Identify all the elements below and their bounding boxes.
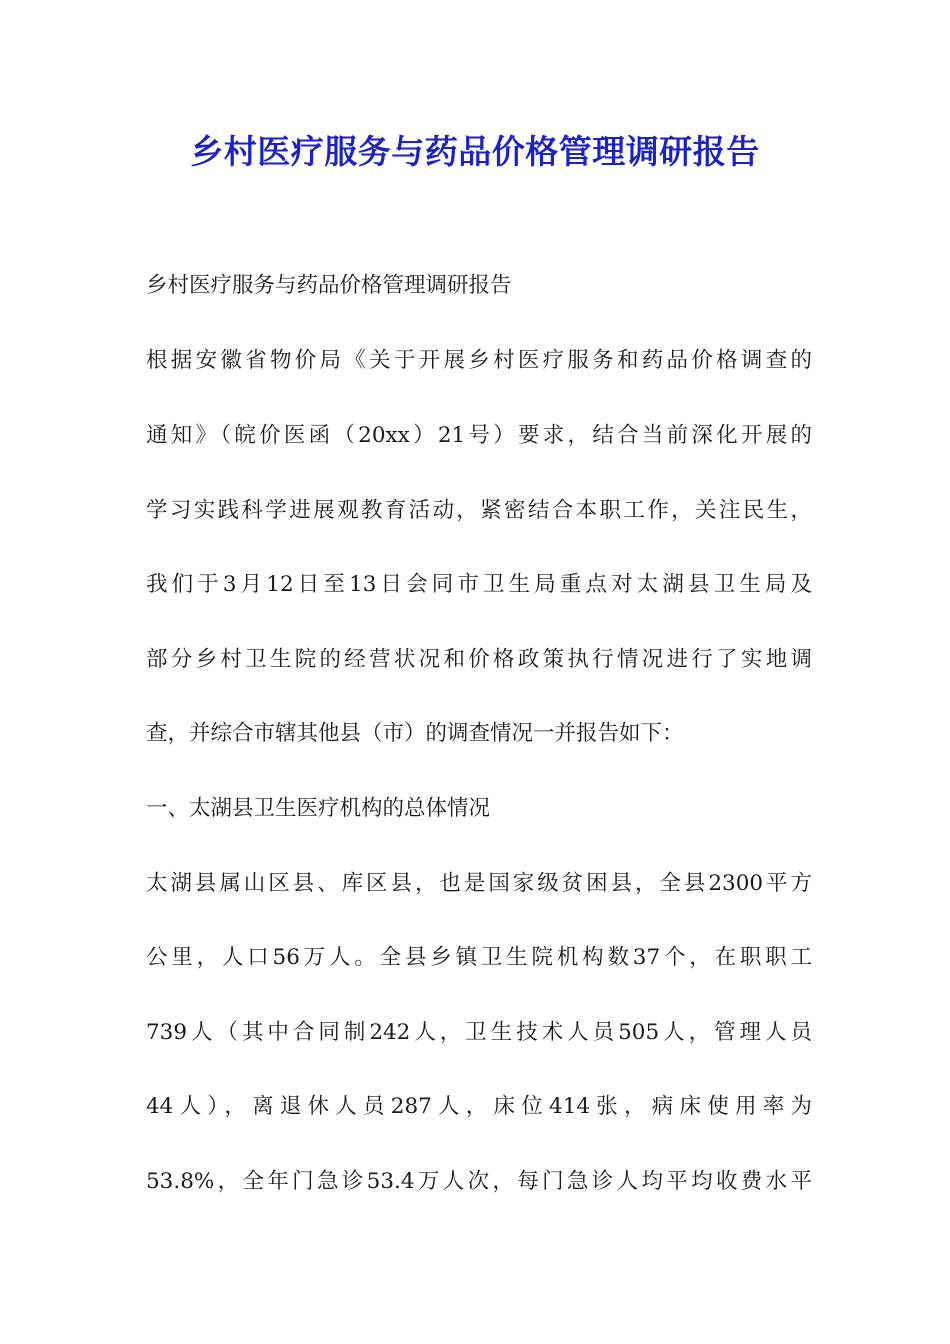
paragraph-line: 太湖县属山区县、库区县，也是国家级贫困县，全县2300平方 <box>146 871 812 896</box>
paragraph-line: 53.8%，全年门急诊53.4万人次，每门急诊人均平均收费水平 <box>146 1169 812 1194</box>
paragraph-line: 739人（其中合同制242人，卫生技术人员505人，管理人员 <box>146 1020 812 1045</box>
paragraph-line: 公里，人口56万人。全县乡镇卫生院机构数37个，在职职工 <box>146 945 812 970</box>
paragraph-line: 通知》（皖价医函（20xx）21号）要求，结合当前深化开展的 <box>146 423 812 448</box>
document-title: 乡村医疗服务与药品价格管理调研报告 <box>190 132 760 171</box>
paragraph-line: 我们于3月12日至13日会同市卫生局重点对太湖县卫生局及 <box>146 572 812 597</box>
paragraph-line: 44人），离退休人员287人，床位414张，病床使用率为 <box>146 1094 812 1119</box>
paragraph-line: 乡村医疗服务与药品价格管理调研报告 <box>146 273 512 298</box>
paragraph-line: 学习实践科学进展观教育活动，紧密结合本职工作，关注民生， <box>146 498 812 523</box>
paragraph-line: 查，并综合市辖其他县（市）的调查情况一并报告如下： <box>146 721 684 746</box>
section-heading: 一、太湖县卫生医疗机构的总体情况 <box>146 796 491 821</box>
paragraph-line: 根据安徽省物价局《关于开展乡村医疗服务和药品价格调查的 <box>146 348 812 373</box>
paragraph-line: 部分乡村卫生院的经营状况和价格政策执行情况进行了实地调 <box>146 647 812 672</box>
